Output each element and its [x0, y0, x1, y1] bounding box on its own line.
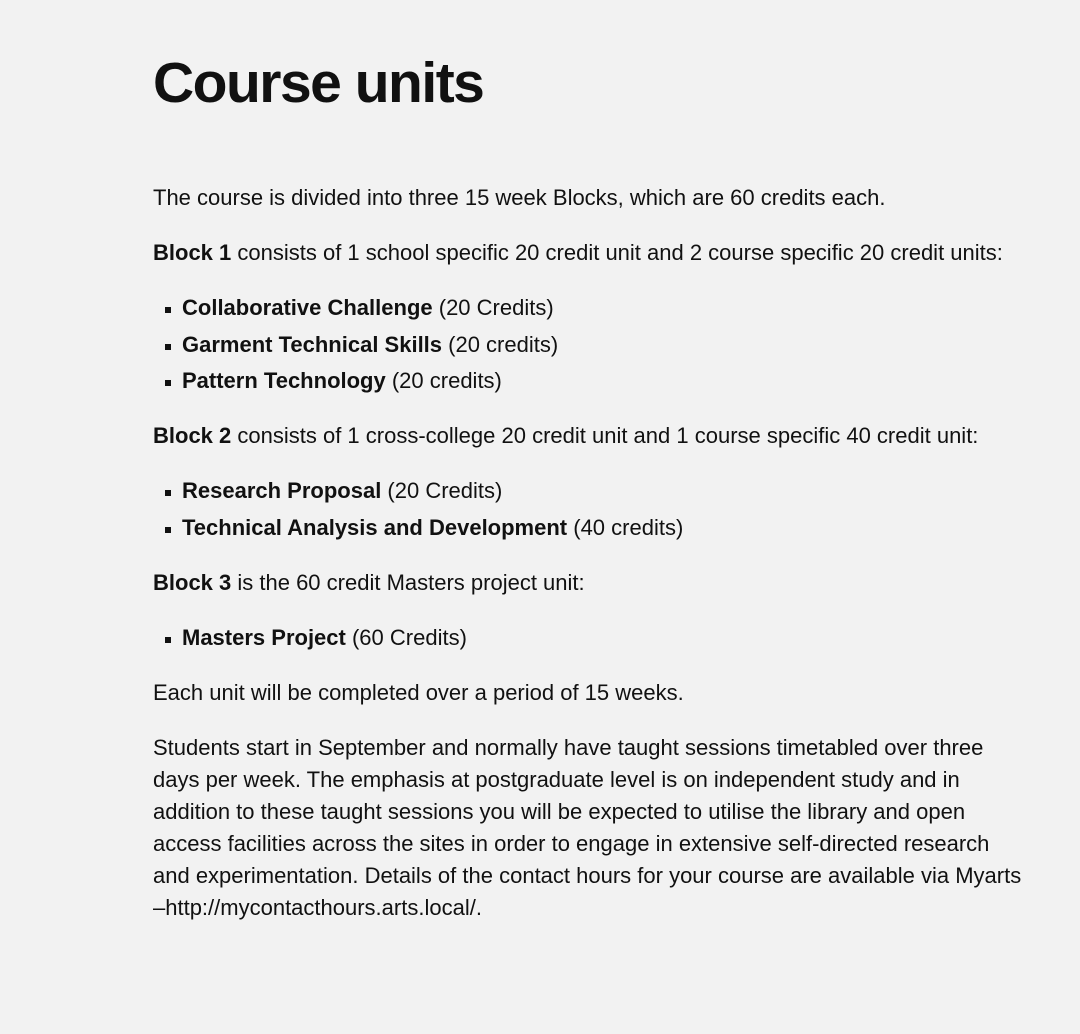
block-3-unit-list: [153, 622, 1023, 654]
unit-name: Research Proposal: [182, 478, 382, 503]
bullet-icon: [165, 490, 171, 496]
bullet-icon: [165, 307, 171, 313]
intro-paragraph: The course is divided into three 15 week Blocks, which are 60 credits each.: [153, 185, 886, 210]
list-item: [153, 329, 1023, 361]
unit-credits: (40 credits): [567, 514, 684, 540]
unit-name: Technical Analysis and Development: [182, 514, 568, 540]
unit-credits: (20 credits): [385, 368, 502, 393]
block-1-name: Block 1: [153, 240, 232, 265]
block-3-text: is the 60 credit Masters project unit:: [231, 569, 585, 595]
block-1-unit-list: [153, 292, 1023, 397]
block-3-name: Block 3: [153, 569, 232, 595]
unit-name: Collaborative Challenge: [182, 295, 433, 320]
unit-name: Masters Project: [182, 624, 346, 650]
page-title: Course units: [153, 51, 484, 115]
block-2-text: consists of 1 cross-college 20 credit unit and 1 course specific 40 credit unit:: [231, 423, 979, 448]
unit-duration-paragraph: Each unit will be completed over a period of 15 weeks.: [153, 679, 684, 705]
bullet-icon: [165, 344, 171, 350]
unit-credits: (20 Credits): [381, 478, 503, 503]
list-item: [153, 475, 1023, 507]
list-item: [153, 292, 1023, 324]
bullet-icon: [165, 637, 171, 643]
block-1-description: [153, 237, 1023, 269]
list-item: [153, 365, 1023, 397]
list-item: [153, 622, 1023, 654]
details-paragraph: Students start in September and normally have taught sessions timetabled over three days per week. The emphasis at postgraduate level is on independent study and in addition to these taught sessions you will be expected to utilise the library and open access facilities across the sites in order to engage in extensive self-directed research and experimentation. Details of the contact hours for your course are available via Myarts –http://mycontacthours.arts.local/.: [153, 734, 1022, 920]
unit-name: Garment Technical Skills: [182, 331, 443, 357]
block-2-unit-list: [153, 475, 1023, 544]
block-2-description: [153, 420, 1023, 452]
bullet-icon: [165, 380, 171, 386]
course-units-body: [153, 182, 1023, 947]
block-3-description: [153, 567, 1023, 599]
list-item: [153, 512, 1023, 544]
unit-name: Pattern Technology: [182, 368, 386, 393]
unit-credits: (20 credits): [442, 331, 559, 357]
block-2-name: Block 2: [153, 423, 232, 448]
unit-credits: (20 Credits): [432, 295, 554, 320]
unit-credits: (60 Credits): [345, 624, 467, 650]
bullet-icon: [165, 527, 171, 533]
block-1-text: consists of 1 school specific 20 credit unit and 2 course specific 20 credit units:: [231, 240, 1003, 265]
